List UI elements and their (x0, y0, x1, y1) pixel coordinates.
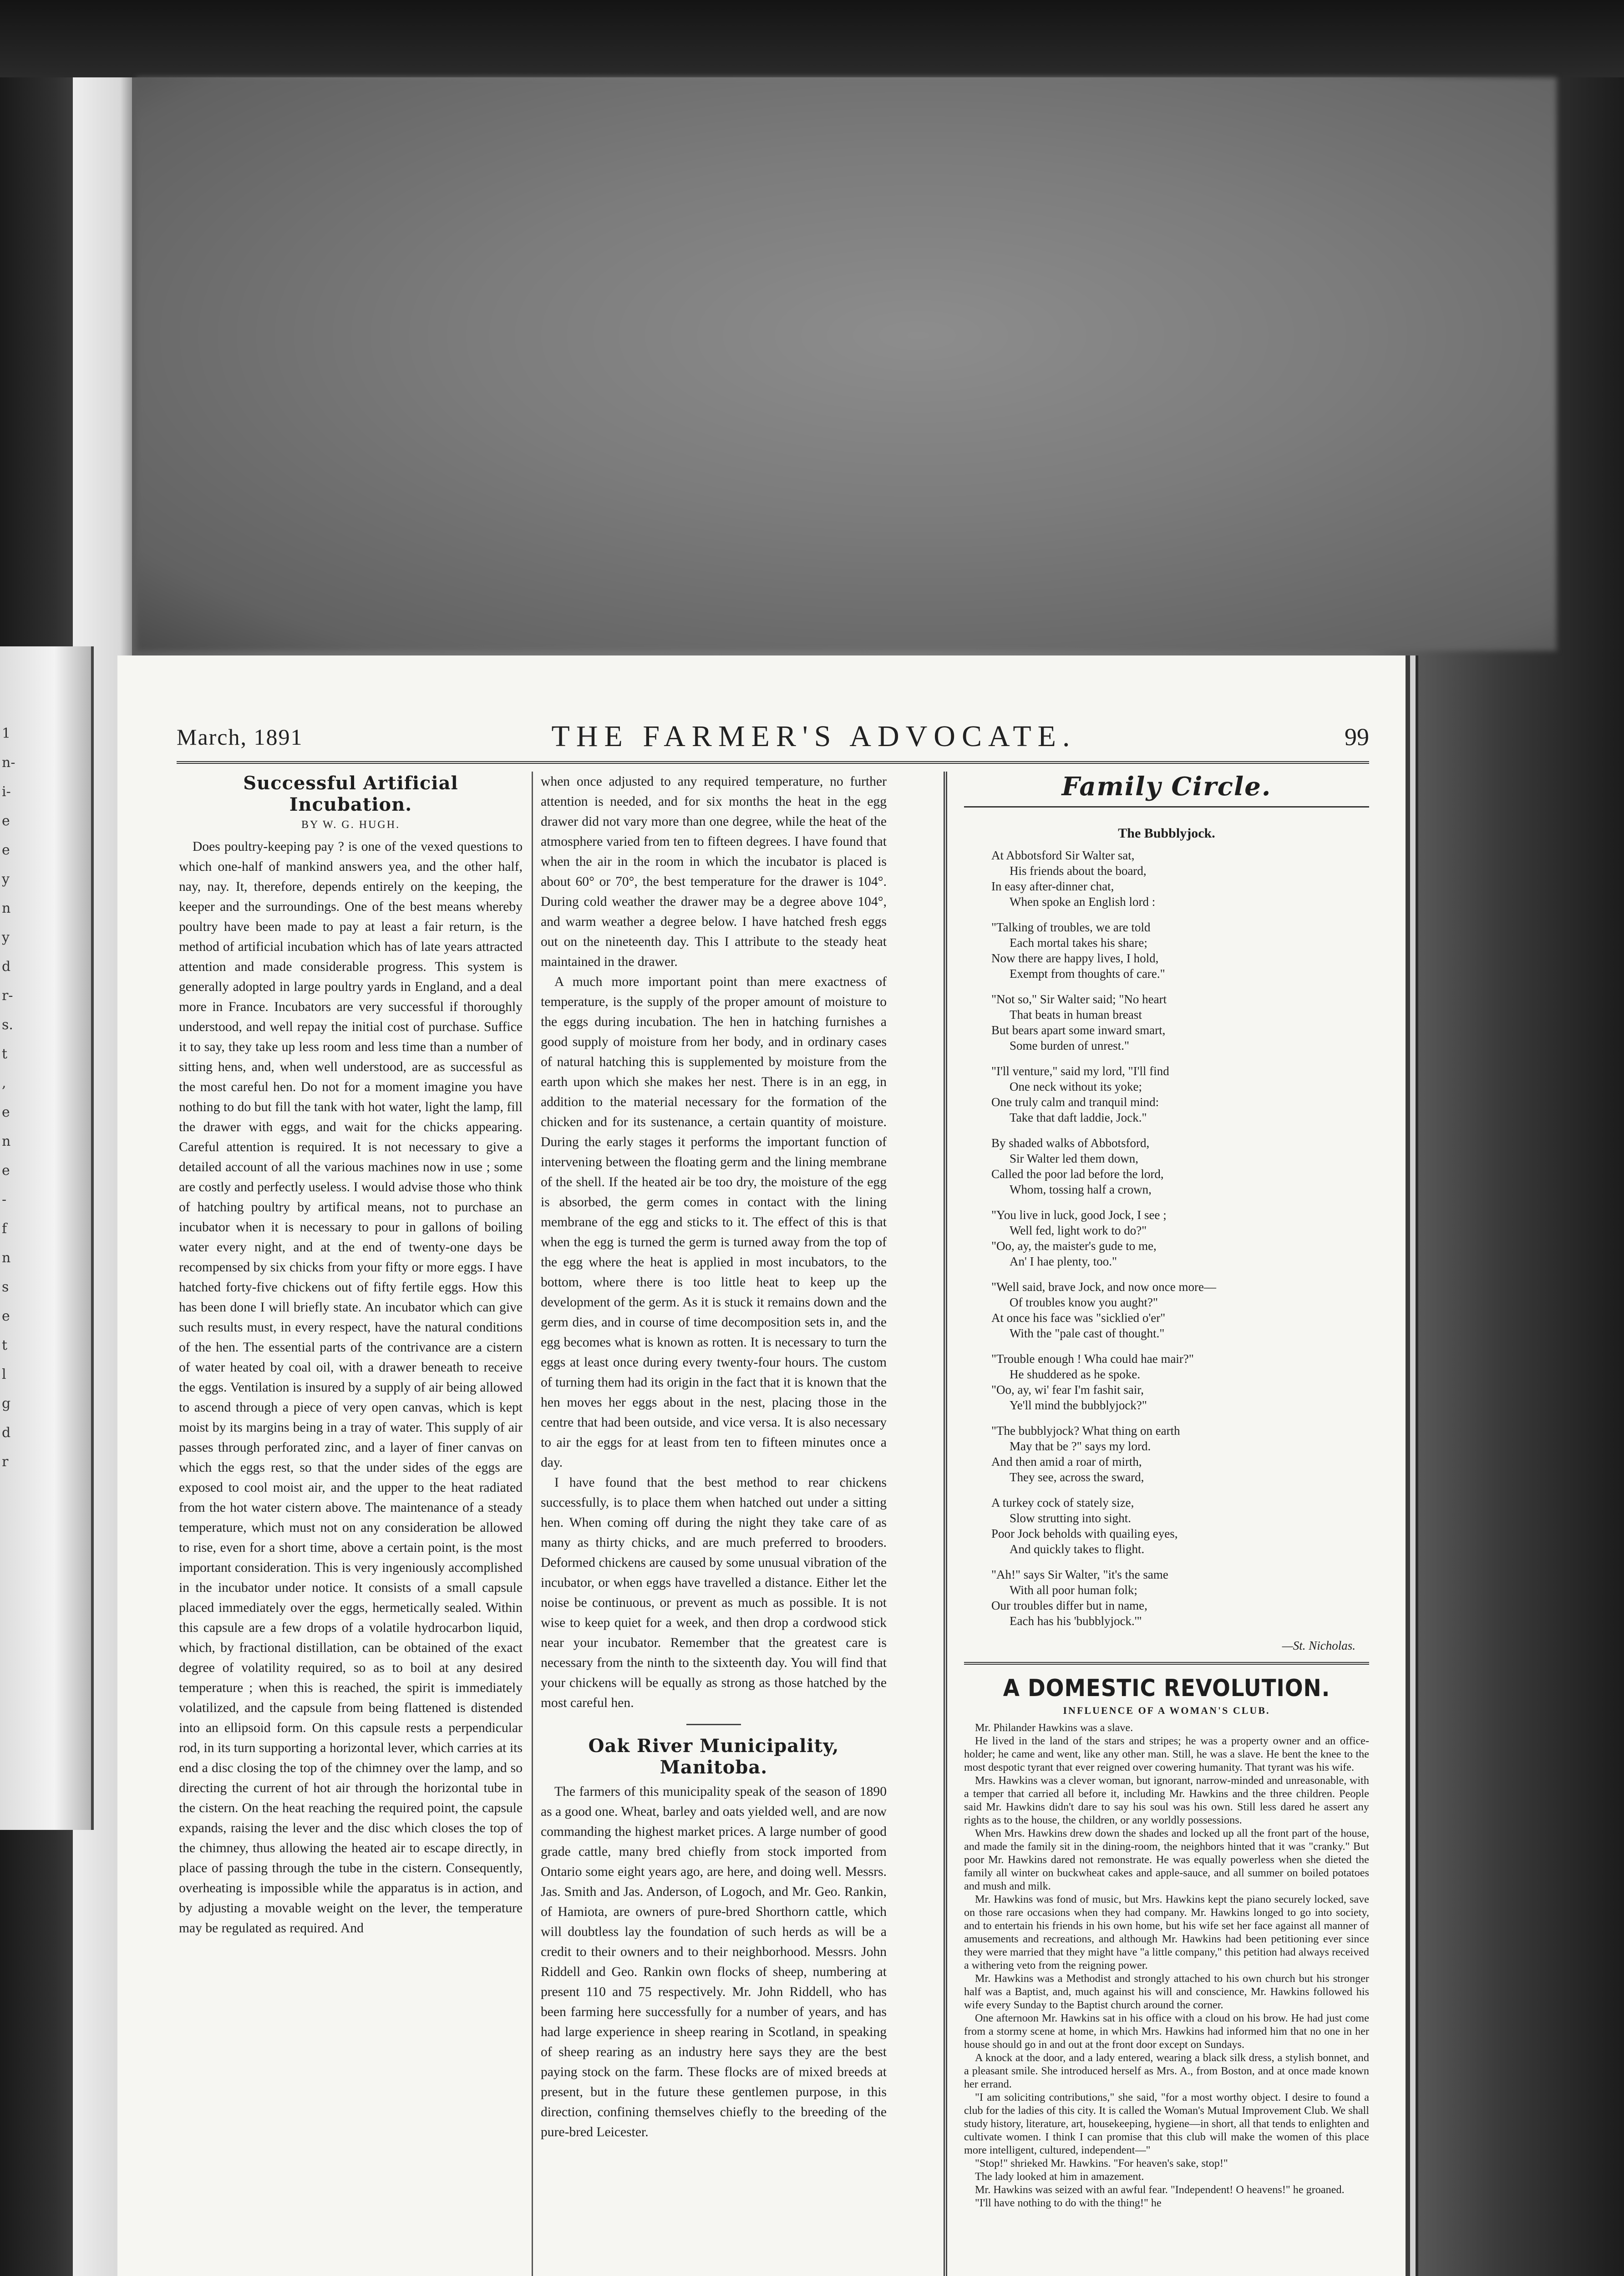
poem-line: Our troubles differ but in name, (991, 1599, 1147, 1612)
poem-line: One neck without its yoke; (1010, 1080, 1142, 1093)
article-subhead: INFLUENCE OF A WOMAN'S CLUB. (1063, 1705, 1270, 1716)
poem-line: Whom, tossing half a crown, (1010, 1183, 1152, 1196)
poem-stanza (991, 1351, 1369, 1413)
facing-page-fragments (2, 719, 20, 1477)
article-paragraph: Does poultry-keeping pay ? is one of the vexed questions to which one-half of mankind answers yea, and the other half, nay, nay. It, therefore, depends entirely on the keeping, the keeper and the surroundings. One of the best means whereby poultry have been made to pay at least a fair return, is the method of artificial incubation which has of late years attracted attention and made considerable progress. This system is generally adopted in large poultry yards in England, and a deal more in France. Incubators are very successful if thoroughly understood, and well repay the initial cost of purchase. Suffice it to say, they take up less room and less time than a number of sitting hens, and, when well understood, are as successful as the most careful hen. Do not for a moment imagine you have nothing to do but fill the tank with hot water, light the lamp, fill the drawer with eggs, and wait for the chicks appearing. Careful attention is required. It is not necessary to give a detailed account of all the various machines now in use ; some are costly and perfectly useless. I would advise those who think of hatching poultry by artifical means, not to purchase an incubator when it is necessary to pour in gallons of boiling water every night, and at the end of twenty-one days be recompensed by six chicks from your fifty or more eggs. I have hatched forty-five chickens out of fifty fertile eggs. How this has been done I will briefly state. An incubator which can give such results must, in every respect, have the natural conditions of the hen. The essential parts of the contrivance are a cistern of water heated by coal oil, with a drawer beneath to receive the eggs. Ventilation is insured by a supply of air being allowed to ascend through a piece of very open canvas, which is kept moist by its margins being in a tray of water. This supply of air passes through perforated zinc, and a layer of finer canvas on which the eggs rest, so that the under sides of the eggs are exposed to cool moist air, and the upper to the heat radiated from the hot water cistern above. The maintenance of a steady temperature, which must not on any consideration be allowed to rise, even for a short time, above a certain point, is the most important consideration. This is very ingeniously accomplished in the incubator under notice. It consists of a small capsule placed immediately over the eggs, hermetically sealed. Within this capsule are a few drops of a volatile hydrocarbon liquid, which, by fractional distillation, can be obtained of the exact degree of volatility required, so as to boil at any desired temperature ; when this is reached, the spirit is immediately volatilized, and the capsule from being flattened is distended into an ellipsoid form. On this capsule rests a perpendicular rod, in its turn supporting a horizontal lever, which carries at its end a disc closing the top of the chimney over the lamp, and so directing the current of hot air through the horizontal tube in the cistern. On the heat reaching the required point, the capsule expands, raising the lever and the disc which closes the top of the chimney, thus allowing the heated air to escape directly, in place of passing through the tube in the cistern. Consequently, overheating is impossible while the apparatus is in action, and by adjusting a movable weight on the lever, the temperature may be regulated as required. And (179, 839, 523, 1936)
article-paragraph: when once adjusted to any required temperature, no further attention is needed, and for six months the heat in the egg drawer did not vary more than one degree, while the heat of the atmosphere varied from ten to fifteen degrees. I have found that when the air in the room in which the incubator is placed is about 60° or 70°, the best temperature for the drawer is 104°. During cold weather the drawer may be a degree above 104°, and warm weather a degree below. I have hatched fresh eggs out on the nineteenth day. This I attribute to the steady heat maintained in the drawer. (541, 774, 887, 969)
margin-fragment: s (2, 1279, 9, 1295)
article-paragraph: The lady looked at him in amazement. (975, 2170, 1144, 2183)
poem-line: "I'll venture," said my lord, "I'll find (991, 1064, 1169, 1078)
margin-fragment: l (2, 1367, 6, 1382)
article-paragraph: I have found that the best method to rear chickens successfully, is to place them when hatched out under a sitting hen. When coming off during the night they take care of as many as thirty chicks, and are much preferred to brooders. Deformed chickens are caused by some unusual vibration of the incubator, or when eggs have travelled a distance. Either let the noise be continuous, or prevent as much as possible. It is not wise to keep quiet for a week, and then drop a cordwood stick near your incubator. Remember that the greatest care is necessary from the ninth to the sixteenth day. You will find that your chickens will be equally as strong as those hatched by the most careful hen. (541, 1475, 887, 1710)
margin-fragment: - (2, 1192, 7, 1208)
section-heading: Family Circle. (1061, 772, 1272, 802)
blurred-upper-area (137, 77, 1557, 651)
margin-fragment: s. (2, 1017, 13, 1033)
margin-fragment: e (2, 842, 10, 858)
margin-fragment: n (2, 1250, 11, 1266)
column-divider (532, 772, 533, 2276)
poem-line: Take that daft laddie, Jock." (1010, 1111, 1147, 1124)
column-2 (541, 772, 887, 2276)
poem-line: Well fed, light work to do?" (1010, 1224, 1147, 1237)
poem-line: At once his face was "sicklied o'er" (991, 1311, 1166, 1325)
poem-stanza (991, 991, 1369, 1053)
poem-line: Of troubles know you aught?" (1010, 1295, 1158, 1309)
margin-fragment: n (2, 1133, 11, 1149)
article-paragraph: Mr. Hawkins was seized with an awful fear. "Independent! O heavens!" he groaned. (975, 2184, 1345, 2196)
poem-stanza (991, 1279, 1369, 1341)
article-paragraph: "I am soliciting contributions," she said, "for a most worthy object. I desire to found a club for the ladies of this city. It is called the Woman's Mutual Improvement Club. We shall study history, literature, art, housekeeping, hygiene—in short, all that tends to enlighten and cultivate women. I think I can promise that this club will make the women of this place more intelligent, cultured, independent—" (964, 2091, 1369, 2156)
poem-line: Exempt from thoughts of care." (1010, 967, 1165, 981)
publication-title: THE FARMER'S ADVOCATE. (551, 720, 1076, 753)
article-paragraph: When Mrs. Hawkins drew down the shades and locked up all the front part of the house, and made the family sit in the dining-room, the neighbors hinted that it was "cranky." But poor Mr. Hawkins dared not remonstrate. He was equally powerless when she dieted the family all winter on buckwheat cakes and apple-sauce, and all summer on boiled potatoes and mush and milk. (964, 1827, 1369, 1892)
article-headline: Oak River Municipality, Manitoba. (588, 1735, 839, 1778)
masthead-rule (177, 761, 1369, 764)
issue-date: March, 1891 (177, 724, 303, 750)
article-paragraph: Mr. Philander Hawkins was a slave. (975, 1722, 1133, 1734)
margin-fragment: n (2, 900, 11, 916)
poem-stanza (991, 1063, 1369, 1125)
margin-fragment: e (2, 1308, 10, 1324)
poem-line: An' I hae plenty, too." (1010, 1255, 1117, 1268)
poem-stanza (991, 1495, 1369, 1557)
margin-fragment: t (2, 1337, 8, 1353)
margin-fragment: t (2, 1046, 8, 1062)
margin-fragment: y (2, 871, 10, 887)
margin-fragment: y (2, 930, 10, 945)
margin-fragment: d (2, 1425, 11, 1441)
margin-fragment: i- (2, 784, 11, 800)
article-headline: A DOMESTIC REVOLUTION. (1003, 1675, 1330, 1702)
newspaper-page (117, 655, 1406, 2276)
margin-fragment: 1 (2, 726, 11, 742)
margin-fragment: r- (2, 988, 13, 1004)
poem-line: Slow strutting into sight. (1010, 1511, 1132, 1525)
margin-fragment: e (2, 813, 10, 829)
poem-line: One truly calm and tranquil mind: (991, 1095, 1159, 1109)
poem-line: "Well said, brave Jock, and now once more— (991, 1280, 1216, 1294)
poem-line: They see, across the sward, (1010, 1470, 1144, 1484)
poem-stanza (991, 1207, 1369, 1269)
poem-line: That beats in human breast (1010, 1008, 1142, 1021)
poem-line: At Abbotsford Sir Walter sat, (991, 848, 1135, 862)
article-paragraph: Mrs. Hawkins was a clever woman, but ignorant, narrow-minded and unreasonable, with a temper that carried all before it, including Mr. Hawkins and the three children. People said Mr. Hawkins didn't dare to say his soul was his own. Still less dared he assert any rights as to the house, the children, or any worldly possessions. (964, 1774, 1369, 1826)
poem-line: And then amid a roar of mirth, (991, 1455, 1142, 1468)
poem-line: Now there are happy lives, I hold, (991, 951, 1159, 965)
poem-line: "Ah!" says Sir Walter, "it's the same (991, 1568, 1168, 1581)
article-paragraph: One afternoon Mr. Hawkins sat in his office with a cloud on his brow. He had just come from a stormy scene at home, in which Mrs. Hawkins had informed him that no one in her house should go in and out at the front door except on Sundays. (964, 2012, 1369, 2051)
poem-line: Each has his 'bubblyjock.'" (1010, 1614, 1142, 1628)
article-separator (686, 1724, 741, 1725)
poem-line: "Talking of troubles, we are told (991, 920, 1151, 934)
margin-fragment: g (2, 1396, 11, 1412)
margin-fragment: r (2, 1454, 9, 1470)
poem-line: With the "pale cast of thought." (1010, 1326, 1165, 1340)
poem-stanza (991, 1423, 1369, 1485)
article-paragraph: Mr. Hawkins was fond of music, but Mrs. Hawkins kept the piano securely locked, save on those rare occasions when they had company. Mr. Hawkins longed to go into society, and to entertain his friends in his own home, but his wife set her face against all manner of amusements and recreations, and although Mr. Hawkins had been petitioning ever since they were married that they might have "a little company," this petition had always received a withering veto from the reigning power. (964, 1893, 1369, 1971)
article-paragraph: Mr. Hawkins was a Methodist and strongly attached to his own church but his stronger half was a Baptist, and, much against his will and conscience, Mr. Hawkins followed his wife every Sunday to the Baptist church around the corner. (964, 1972, 1369, 2011)
poem-body (964, 848, 1369, 1629)
poem-line: "Not so," Sir Walter said; "No heart (991, 992, 1167, 1006)
article-paragraph: A knock at the door, and a lady entered, wearing a black silk dress, a stylish bonnet, and a pleasant smile. She introduced herself as Mrs. A., from Boston, and at once made known her errand. (964, 2052, 1369, 2090)
poem-line: By shaded walks of Abbotsford, (991, 1136, 1150, 1150)
column-3 (964, 772, 1369, 2276)
poem-line: And quickly takes to flight. (1010, 1542, 1145, 1556)
poem-line: Some burden of unrest." (1010, 1039, 1129, 1052)
article-paragraph: The farmers of this municipality speak of the season of 1890 as a good one. Wheat, barley and oats yielded well, and are now commanding the highest market prices. A large number of good grade cattle, many bred chiefly from stock imported from Ontario some eight years ago, are here, and doing well. Messrs. Jas. Smith and Jas. Anderson, of Logoch, and Mr. Geo. Rankin, of Hamiota, are owners of pure-bred Shorthorn cattle, which will doubtless lay the foundation of such herds as will be a credit to their owners and to their neighborhood. Messrs. John Riddell and Geo. Rankin own flocks of sheep, numbering at present 110 and 75 respectively. Mr. John Riddell, who has been farming here successfully for a number of years, and has had large experience in sheep rearing in Scotland, in speaking of sheep rearing as an industry here says they are the best paying stock on the farm. These flocks are of mixed breeds at present, but in the future these gentlemen purpose, in this direction, confining themselves chiefly to the breeding of the pure-bred Leicester. (541, 1784, 887, 2139)
poem-line: "Oo, ay, wi' fear I'm fashit sair, (991, 1383, 1144, 1397)
poem-line: Sir Walter led them down, (1010, 1152, 1139, 1165)
article-paragraph: "Stop!" shrieked Mr. Hawkins. "For heaven's sake, stop!" (975, 2157, 1228, 2169)
margin-fragment: f (2, 1221, 7, 1237)
section-rule (964, 1662, 1369, 1665)
article-paragraph: A much more important point than mere exactness of temperature, is the supply of the proper amount of moisture to the eggs during incubation. The hen in hatching furnishes a good supply of moisture from her body, and in ordinary cases of natural hatching this is supplemented by moisture from the earth upon which she makes her nest. There is in an egg, in addition to the material necessary for the formation of the chicken and for its sustenance, a certain quantity of moisture. During the early stages it performs the important function of intervening between the floating germ and the lining membrane of the shell. If the heated air be too dry, the moisture of the egg is absorbed, the germ comes in contact with the lining membrane of the egg and sticks to it. The effect of this is that when the egg is turned the germ is turned away from the top of the egg where the heat is applied in most incubators, to the bottom, where there is too little heat to keep up the development of the germ. As it is stuck it remains down and the germ dies, and in course of time decomposition sets in, and the egg becomes what is known as rotten. It is necessary to turn the eggs at least once during every twenty-four hours. The custom of turning them had its origin in the fact that it is known that the hen moves her eggs about in the nest, placing those in the centre that had been outside, and vice versa. It is also necessary to air the eggs for at least from ten to fifteen minutes once a day. (541, 975, 887, 1470)
article-paragraph: "I'll have nothing to do with the thing!" he (975, 2197, 1162, 2209)
poem-stanza (991, 1135, 1369, 1197)
poem-line: Ye'll mind the bubblyjock?" (1010, 1398, 1147, 1412)
column-1 (179, 772, 523, 2276)
masthead (177, 719, 1369, 756)
margin-fragment: , (2, 1075, 6, 1091)
poem-stanza (991, 1567, 1369, 1629)
poem-line: He shuddered as he spoke. (1010, 1367, 1141, 1381)
margin-fragment: d (2, 959, 11, 975)
poem-line: Called the poor lad before the lord, (991, 1167, 1164, 1181)
poem-line: Poor Jock beholds with quailing eyes, (991, 1527, 1178, 1540)
poem-credit: —St. Nicholas. (1282, 1639, 1355, 1652)
scanner-top-edge (0, 0, 1624, 77)
poem-line: With all poor human folk; (1010, 1583, 1137, 1597)
poem-title: The Bubblyjock. (1118, 826, 1215, 841)
poem-line: "The bubblyjock? What thing on earth (991, 1424, 1180, 1438)
article-headline: Successful Artificial Incubation. (243, 772, 458, 815)
margin-fragment: n- (2, 755, 15, 771)
page-number: 99 (1345, 723, 1369, 751)
poem-line: In easy after-dinner chat, (991, 879, 1114, 893)
poem-stanza (991, 848, 1369, 909)
poem-line: "You live in luck, good Jock, I see ; (991, 1208, 1167, 1222)
poem-line: A turkey cock of stately size, (991, 1496, 1134, 1509)
poem-line: "Oo, ay, the maister's gude to me, (991, 1239, 1157, 1253)
poem-line: His friends about the board, (1010, 864, 1147, 878)
article-paragraph: He lived in the land of the stars and stripes; he was a property owner and an office-holder; he came and went, like any other man. Still, he was a slave. He bent the knee to the most despotic tyrant that ever reigned over cowering humanity. That tyrant was his wife. (964, 1735, 1369, 1773)
margin-fragment: e (2, 1104, 10, 1120)
poem-stanza (991, 920, 1369, 981)
section-rule (964, 806, 1369, 808)
poem-line: But bears apart some inward smart, (991, 1023, 1166, 1037)
article-byline: BY W. G. HUGH. (301, 819, 401, 831)
article-body (964, 1721, 1369, 2210)
column-divider (944, 772, 947, 2276)
poem-line: Each mortal takes his share; (1010, 936, 1147, 950)
poem-line: "Trouble enough ! Wha could hae mair?" (991, 1352, 1194, 1366)
poem-line: When spoke an English lord : (1010, 895, 1156, 909)
poem-line: May that be ?" says my lord. (1010, 1439, 1151, 1453)
margin-fragment: e (2, 1163, 10, 1179)
